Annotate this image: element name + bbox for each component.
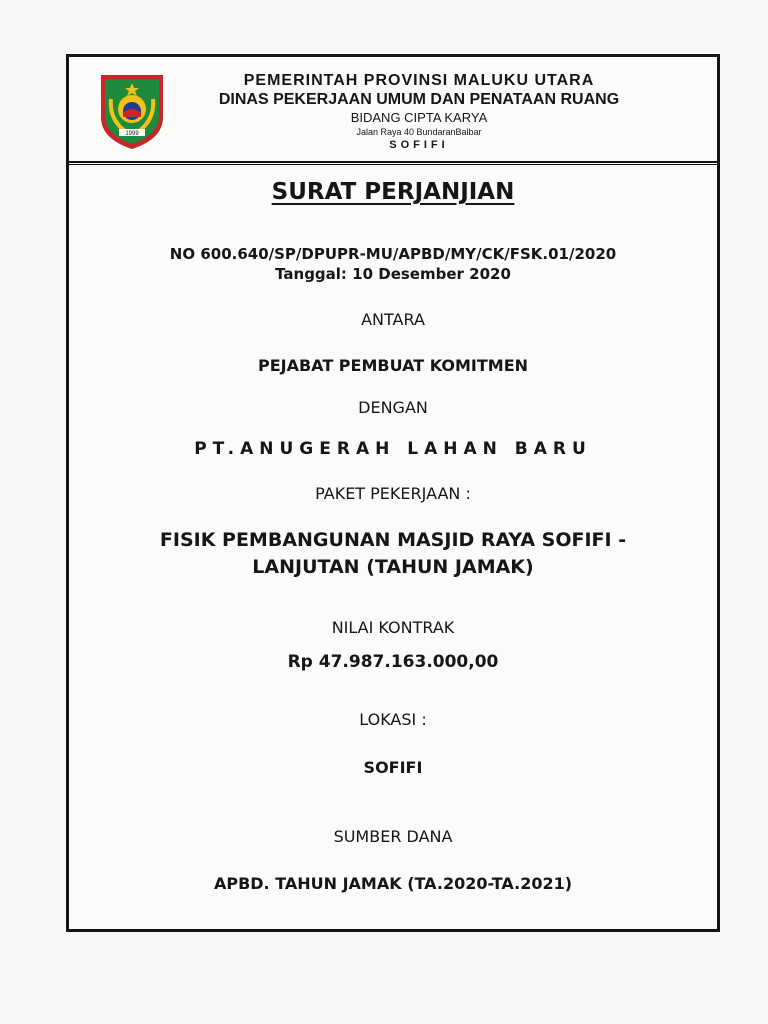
emblem-year: 1999: [125, 131, 139, 137]
provincial-emblem-icon: [95, 69, 169, 151]
letterhead-division: BIDANG CIPTA KARYA: [350, 110, 488, 125]
work-package-line-2: LANJUTAN (TAHUN JAMAK): [252, 556, 534, 578]
contract-value: Rp 47.987.163.000,00: [287, 652, 499, 672]
second-party: PT.ANUGERAH LAHAN BARU: [194, 439, 592, 459]
letterhead-text: [159, 71, 679, 152]
between-label: ANTARA: [361, 310, 425, 329]
location-value: SOFIFI: [363, 758, 423, 777]
letterhead-agency: DINAS PEKERJAAN UMUM DAN PENATAAN RUANG: [218, 91, 620, 108]
work-package-name: [69, 527, 717, 581]
first-party: PEJABAT PEMBUAT KOMITMEN: [257, 356, 529, 375]
work-package-label: PAKET PEKERJAAN :: [315, 484, 471, 503]
letterhead-divider: [69, 161, 717, 163]
document-date: Tanggal: 10 Desember 2020: [275, 265, 511, 283]
letterhead-city: SOFIFI: [389, 139, 449, 151]
letterhead-government: PEMERINTAH PROVINSI MALUKU UTARA: [243, 72, 595, 89]
document-frame: [66, 54, 720, 932]
funding-source-value: APBD. TAHUN JAMAK (TA.2020-TA.2021): [213, 874, 573, 893]
document-number: NO 600.640/SP/DPUPR-MU/APBD/MY/CK/FSK.01/2020: [169, 245, 617, 263]
letterhead-address: Jalan Raya 40 BundaranBalbar: [356, 127, 482, 137]
location-label: LOKASI :: [359, 710, 427, 729]
funding-source-label: SUMBER DANA: [333, 827, 453, 846]
with-label: DENGAN: [358, 398, 428, 417]
work-package-line-1: FISIK PEMBANGUNAN MASJID RAYA SOFIFI -: [159, 529, 627, 551]
letterhead: [69, 57, 717, 161]
contract-value-label: NILAI KONTRAK: [331, 618, 455, 637]
letterhead-divider-thin: [69, 164, 717, 165]
document-title: SURAT PERJANJIAN: [271, 179, 515, 205]
